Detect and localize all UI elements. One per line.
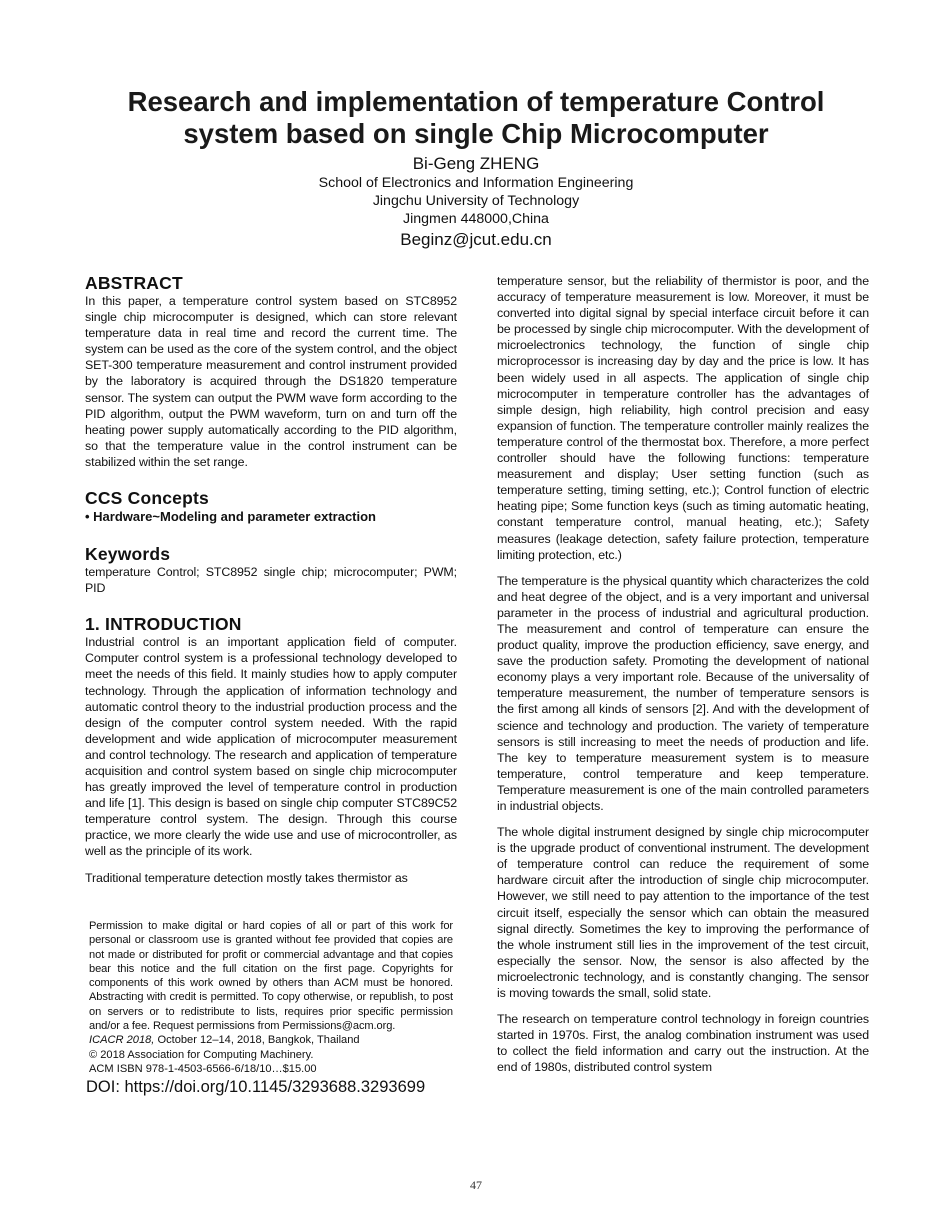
- intro-paragraph-1: Industrial control is an important application field of computer. Computer control system is a professional technology developed to meet the needs of this field. It mainly studies how to apply computer technology. Through the application of information technology and automatic control theory to the industrial production process and the design of the computer control system needed. With the rapid development and wide application of microcomputer measurement and control technology. The research and application of temperature acquisition and control system based on single chip microcomputer has greatly improved the level of temperature control in production and life [1]. This design is based on single chip computer STC89C52 temperature control system. The design. Through this course practice, we more clearly the wide use and use of microcontroller, as well as the principle of its work.: [85, 635, 457, 859]
- ccs-heading: CCS Concepts: [85, 488, 209, 509]
- permission-text: Permission to make digital or hard copies of all or part of this work for personal or classroom use is granted without fee provided that copies are not made or distributed for profit or commercial advantage and that copies bear this notice and the full citation on the first page. Copyrights for components of this work owned by others than ACM must be honored. Abstracting with credit is permitted. To copy otherwise, or republish, to post on servers or to redistribute to lists, requires prior specific permission and/or a fee. Request permissions from Permissions@acm.org.: [89, 920, 453, 1033]
- introduction-heading: 1. INTRODUCTION: [85, 614, 242, 635]
- permission-block: [86, 919, 453, 1097]
- author-email: Beginz@jcut.edu.cn: [400, 230, 552, 249]
- affiliation-line-2: Jingchu University of Technology: [372, 193, 580, 209]
- affiliation-line-1: School of Electronics and Information Engineering: [318, 175, 634, 191]
- abstract-text: In this paper, a temperature control system based on STC8952 single chip microcomputer is designed, which can store relevant temperature data in real time and record the current time. The system can be used as the core of the system control, and the object SET-300 temperature measurement and control instrument provided by the laboratory is acquired through the DS1820 temperature sensor. The system can output the PWM wave form according to the PID algorithm, output the PWM waveform, turn on and turn off the heating power supply automatically according to the PID algorithm, so that the temperature value in the control instrument can be stabilized within the set range.: [85, 294, 457, 469]
- abstract-heading: ABSTRACT: [85, 273, 183, 293]
- title-line-1: Research and implementation of temperature Control: [127, 86, 825, 117]
- right-paragraph-3: The whole digital instrument designed by single chip microcomputer is the upgrade product of conventional instrument. The development of temperature control can reduce the requirement of some hardware circuit after the introduction of single chip microcomputer. However, we still need to pay attention to the importance of the test circuit itself, especially the sensor which can obtain the measured signal directly. Sometimes the key to improving the performance of the whole instrument still lies in the improvement of the test circuit, especially the sensor. Now, the sensor is also affected by the microelectronic technology, and is constantly changing. The sensor is moving towards the small, solid state.: [497, 825, 869, 1001]
- conference-name: ICACR 2018,: [89, 1034, 155, 1047]
- left-column: [85, 273, 457, 886]
- right-paragraph-1: temperature sensor, but the reliability of thermistor is poor, and the accuracy of temperature measurement is low. Moreover, it must be converted into digital signal by special interface circuit before it can be processed by single chip microcomputer. With the development of microelectronics technology, the function of single chip microprocessor is increasing day by day and the price is low. It has been widely used in all aspects. The application of single chip microcomputer in temperature controller has the advantages of simple design, high reliability, high control precision and easy expansion of function. The temperature controller mainly realizes the temperature control of the thermostat box. Therefore, a more perfect controller should have the following functions: temperature measurement and display; User setting function (such as temperature setting, timing setting, etc.); Control function of electric heating pipe; Some function keys (such as timing automatic heating, constant temperature control, manual heating, etc.); Safety measures (leakage detection, safety failure protection, temperature limiting protection, etc.): [497, 274, 869, 562]
- paper-title: [60, 86, 892, 150]
- keywords-heading: Keywords: [85, 544, 171, 565]
- conference-line: [89, 1033, 453, 1047]
- isbn-line: ACM ISBN 978-1-4503-6566-6/18/10…$15.00: [89, 1062, 317, 1075]
- copyright-line: © 2018 Association for Computing Machinery.: [89, 1048, 314, 1061]
- doi-link[interactable]: DOI: https://doi.org/10.1145/3293688.3293699: [86, 1078, 426, 1097]
- intro-paragraph-2: Traditional temperature detection mostly takes thermistor as: [85, 870, 408, 885]
- ccs-item: • Hardware~Modeling and parameter extraction: [85, 509, 376, 525]
- title-line-2: system based on single Chip Microcomputer: [183, 118, 769, 149]
- right-paragraph-4: The research on temperature control technology in foreign countries started in 1970s. First, the analog combination instrument was used to collect the field information and carry out the instruction. At the end of 1980s, distributed control system: [497, 1012, 869, 1075]
- page-number: 47: [470, 1178, 482, 1192]
- keywords-text: temperature Control; STC8952 single chip; microcomputer; PWM; PID: [85, 565, 457, 596]
- author-name: Bi-Geng ZHENG: [412, 154, 540, 173]
- conference-details: October 12–14, 2018, Bangkok, Thailand: [154, 1034, 360, 1047]
- title-block: [60, 86, 892, 251]
- right-column: [497, 273, 869, 1076]
- right-paragraph-2: The temperature is the physical quantity which characterizes the cold and heat degree of the object, and is a very important and universal parameter in the process of industrial and agricultural production. The measurement and control of temperature can ensure the product quality, improve the production efficiency, save energy, and save the production safety. Promoting the development of national economy plays a very important role. Because of the universality of temperature measurement, the number of temperature sensors is the first among all kinds of sensors [2]. And with the development of science and technology and production. The variety of temperature sensors is still increasing to meet the needs of production and life. The key to temperature measurement system is to measure temperature, control temperature and keep temperature. Temperature measurement is one of the main controlled parameters in industrial objects.: [497, 573, 869, 813]
- affiliation-line-3: Jingmen 448000,China: [403, 211, 549, 227]
